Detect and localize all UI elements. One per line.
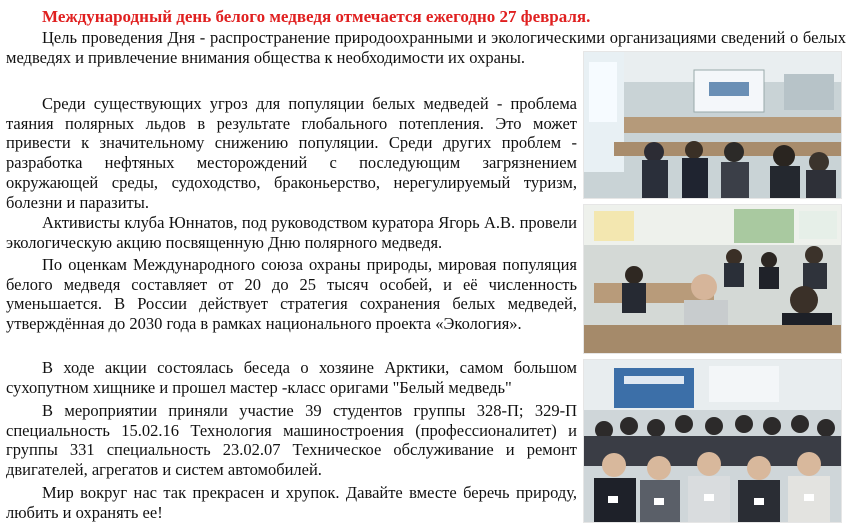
paragraph-3-text: Активисты клуба Юннатов, под руководством куратора Ягорь А.В. провели экологическую акцию посвященную Дню полярного медведя. [6,213,577,252]
paragraph-4 [6,255,577,334]
paragraph-3 [6,213,577,252]
classroom-photo-2-image [584,205,841,353]
page-title: Международный день белого медведя отмечается ежегодно 27 февраля. [42,7,591,26]
paragraph-2 [6,94,577,212]
classroom-photo-1-image [584,52,841,198]
paragraph-7 [6,483,577,522]
paragraph-4-text: По оценкам Международного союза охраны природы, мировая популяция белого медведя составляет от 20 до 25 тысяч особей, и её численность уменьшается. В России действует стратегия сохранения белых медведей, утверждённая до 2030 года в рамках национального проекта «Экология». [6,255,577,334]
classroom-photo-1 [583,51,842,199]
paragraph-5 [6,358,577,397]
paragraph-2-text: Среди существующих угроз для популяции белых медведей - проблема таяния полярных льдов в результате глобального потепления. Это может привести к значительному снижению популяции. Среди других проблем - разработка нефтяных месторождений с последующим загрязнением окружающей среды, судоходство, браконьерство, нерегулируемый туризм, болезни и паразиты. [6,94,577,212]
classroom-photo-3 [583,359,842,523]
paragraph-6-text: В мероприятии приняли участие 39 студентов группы 328-П; 329-П специальность 15.02.16 Технология машиностроения (профессионалитет) и группы 331 специальность 23.02.07 Техническое обслуживание и ремонт двигателей, агрегатов и систем автомобилей. [6,401,577,480]
paragraph-5-text: В ходе акции состоялась беседа о хозяине Арктики, самом большом сухопутном хищнике и прошел мастер -класс оригами "Белый медведь" [6,358,577,397]
classroom-photo-3-image [584,360,841,522]
paragraph-6 [6,401,577,480]
paragraph-1-text: Цель проведения Дня - распространение природоохранными и экологическими организациями сведений о белых медведях и привлечение внимания общества к необходимости их охраны. [6,28,846,67]
paragraph-7-text: Мир вокруг нас так прекрасен и хрупок. Давайте вместе беречь природу, любить и охранять ее! [6,483,577,522]
classroom-photo-2 [583,204,842,354]
